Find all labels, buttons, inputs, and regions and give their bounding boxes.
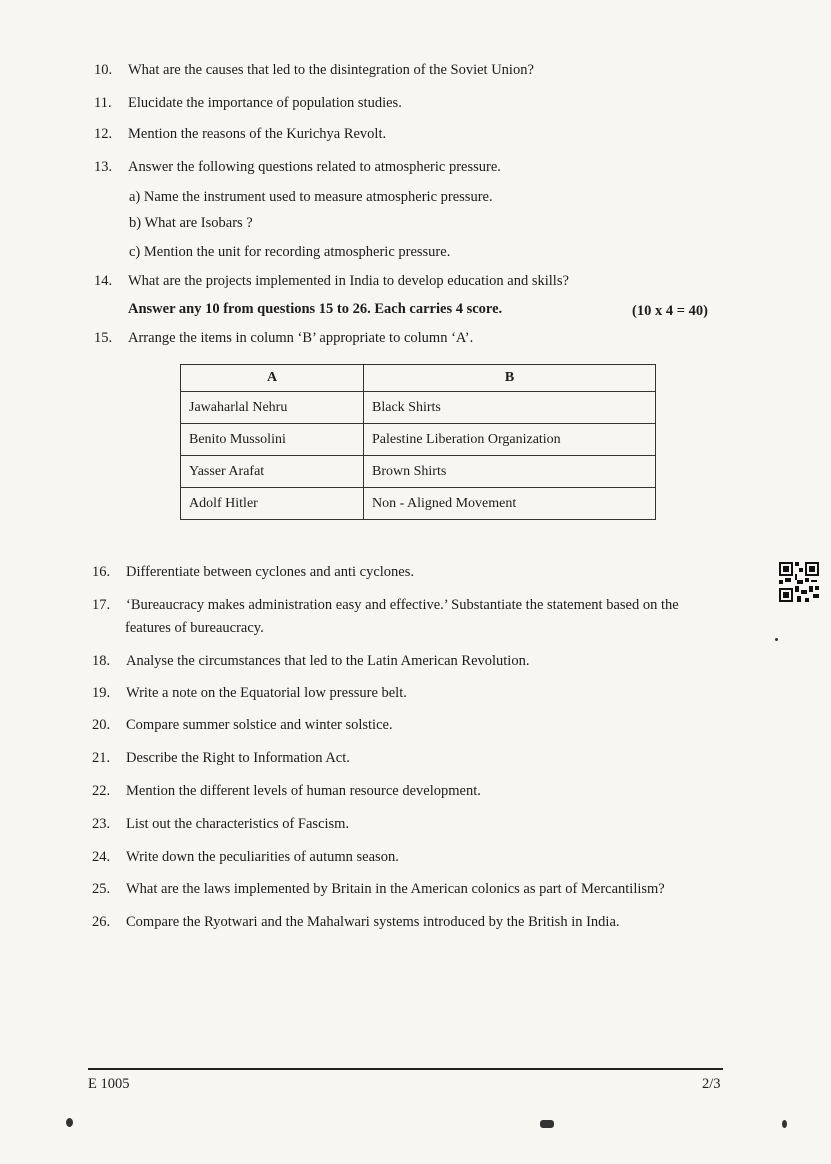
- question-number: 12.: [94, 126, 113, 142]
- scan-speck: [66, 1118, 73, 1127]
- question-text: What are the causes that led to the disintegration of the Soviet Union?: [128, 62, 534, 78]
- table-row: [181, 488, 656, 520]
- question-number: 17.: [92, 597, 111, 613]
- scan-speck: [540, 1120, 554, 1128]
- question-text: Compare summer solstice and winter solstice.: [126, 717, 393, 733]
- question-text: Mention the different levels of human resource development.: [126, 783, 481, 799]
- question-text: Answer the following questions related to atmospheric pressure.: [128, 159, 501, 175]
- question-text: Differentiate between cyclones and anti cyclones.: [126, 564, 414, 580]
- footer-rule: [88, 1068, 723, 1070]
- table-row: [181, 424, 656, 456]
- question-number: 23.: [92, 816, 111, 832]
- table-row: [181, 392, 656, 424]
- question-number: 22.: [92, 783, 111, 799]
- table-cell-b: Black Shirts: [364, 392, 656, 424]
- question-13-part-b: b) What are Isobars ?: [129, 215, 253, 231]
- question-number: 24.: [92, 849, 111, 865]
- question-text: Compare the Ryotwari and the Mahalwari systems introduced by the British in India.: [126, 914, 620, 930]
- question-number: 19.: [92, 685, 111, 701]
- question-text: Describe the Right to Information Act.: [126, 750, 350, 766]
- question-text: What are the laws implemented by Britain in the American colonics as part of Mercantilism?: [126, 881, 665, 897]
- scan-speck: [782, 1120, 787, 1128]
- question-text: ‘Bureaucracy makes administration easy and effective.’ Substantiate the statement based on the: [126, 597, 679, 613]
- paper-code: E 1005: [88, 1076, 130, 1092]
- question-text: Write down the peculiarities of autumn season.: [126, 849, 399, 865]
- table-cell-a: Benito Mussolini: [181, 424, 364, 456]
- qr-code-icon: [779, 562, 819, 602]
- question-text: Analyse the circumstances that led to the Latin American Revolution.: [126, 653, 530, 669]
- question-text: What are the projects implemented in India to develop education and skills?: [128, 273, 569, 289]
- question-number: 10.: [94, 62, 113, 78]
- match-table: [180, 364, 656, 520]
- table-cell-a: Yasser Arafat: [181, 456, 364, 488]
- question-number: 25.: [92, 881, 111, 897]
- question-text: Write a note on the Equatorial low pressure belt.: [126, 685, 407, 701]
- table-cell-b: Non - Aligned Movement: [364, 488, 656, 520]
- question-text: Mention the reasons of the Kurichya Revolt.: [128, 126, 387, 142]
- question-number: 14.: [94, 273, 113, 289]
- table-cell-b: Brown Shirts: [364, 456, 656, 488]
- column-b-header: B: [364, 365, 656, 392]
- question-number: 20.: [92, 717, 111, 733]
- table-cell-a: Adolf Hitler: [181, 488, 364, 520]
- question-17-continuation: features of bureaucracy.: [125, 620, 264, 636]
- question-number: 21.: [92, 750, 111, 766]
- table-cell-a: Jawaharlal Nehru: [181, 392, 364, 424]
- question-number: 18.: [92, 653, 111, 669]
- section-score: (10 x 4 = 40): [632, 303, 708, 319]
- question-text: Arrange the items in column ‘B’ appropriate to column ‘A’.: [128, 330, 474, 346]
- column-a-header: A: [181, 365, 364, 392]
- table-header-row: [181, 365, 656, 392]
- question-number: 11.: [94, 95, 112, 111]
- question-number: 13.: [94, 159, 113, 175]
- page-number: 2/3: [702, 1076, 721, 1092]
- question-number: 26.: [92, 914, 111, 930]
- question-number: 16.: [92, 564, 111, 580]
- section-instruction: Answer any 10 from questions 15 to 26. Each carries 4 score.: [128, 301, 503, 317]
- table-cell-b: Palestine Liberation Organization: [364, 424, 656, 456]
- scan-speck: [775, 638, 778, 641]
- question-text: List out the characteristics of Fascism.: [126, 816, 350, 832]
- question-number: 15.: [94, 330, 113, 346]
- question-text: Elucidate the importance of population studies.: [128, 95, 402, 111]
- table-row: [181, 456, 656, 488]
- question-13-part-c: c) Mention the unit for recording atmospheric pressure.: [129, 244, 451, 260]
- question-13-part-a: a) Name the instrument used to measure atmospheric pressure.: [129, 189, 493, 205]
